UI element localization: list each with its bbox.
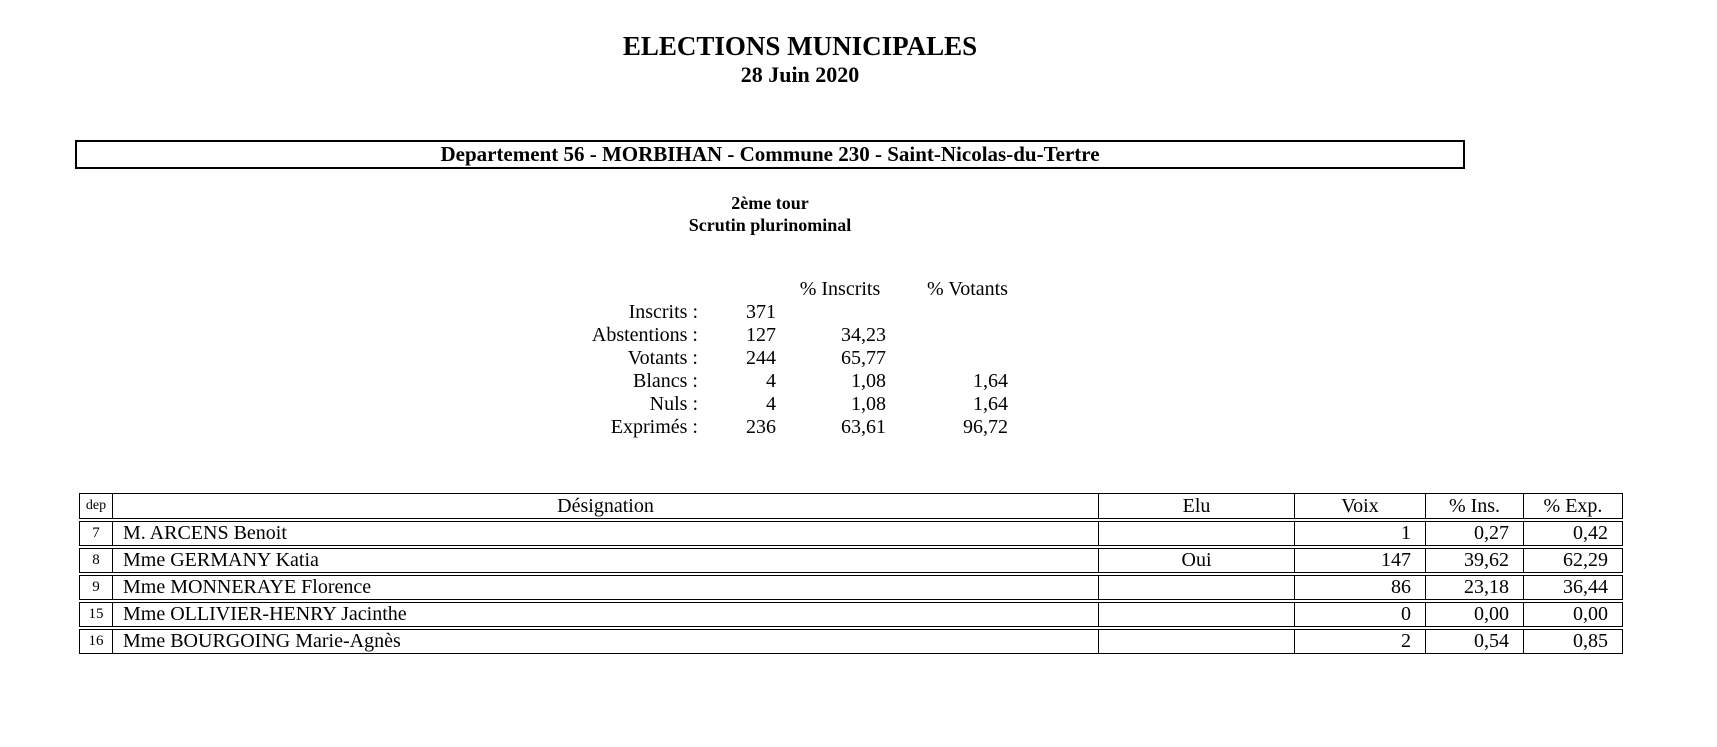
round-scrutin: Scrutin plurinominal [688, 215, 852, 235]
results-header-row [79, 493, 1623, 519]
stat-label: Blancs : [633, 370, 698, 392]
cell-pct-ins: 0,00 [1426, 602, 1524, 627]
cell-elu [1099, 575, 1295, 600]
cell-dep: 8 [79, 548, 113, 573]
document-header [0, 31, 1600, 89]
cell-pct-exp: 36,44 [1524, 575, 1623, 600]
stat-pct-votants [904, 347, 1031, 370]
stats-row-exprimes [488, 416, 1031, 439]
col-header-voix: Voix [1295, 493, 1426, 519]
stat-pct-votants: 1,64 [973, 393, 1008, 415]
table-row [79, 629, 1623, 654]
stat-value: 4 [766, 370, 776, 392]
stats-header-pct-votants: % Votants [927, 278, 1008, 300]
round-tour: 2ème tour [731, 193, 809, 213]
col-header-pct-ins: % Ins. [1426, 493, 1524, 519]
stats-row-inscrits [488, 301, 1031, 324]
results-table [79, 491, 1623, 656]
stat-pct-votants [904, 301, 1031, 324]
cell-dep: 7 [79, 521, 113, 546]
stat-pct-inscrits [776, 301, 904, 324]
cell-elu [1099, 629, 1295, 654]
stats-header-spacer [698, 278, 776, 301]
stat-pct-votants [904, 324, 1031, 347]
stat-label: Exprimés : [610, 416, 698, 438]
page-title: ELECTIONS MUNICIPALES [622, 31, 978, 61]
table-row [79, 602, 1623, 627]
stat-value: 4 [766, 393, 776, 415]
col-header-designation: Désignation [113, 493, 1099, 519]
stat-value: 236 [746, 416, 776, 438]
col-header-elu: Elu [1099, 493, 1295, 519]
cell-pct-exp: 0,00 [1524, 602, 1623, 627]
cell-voix: 0 [1295, 602, 1426, 627]
stats-row-votants [488, 347, 1031, 370]
cell-pct-exp: 0,85 [1524, 629, 1623, 654]
cell-voix: 86 [1295, 575, 1426, 600]
cell-pct-ins: 39,62 [1426, 548, 1524, 573]
cell-dep: 16 [79, 629, 113, 654]
cell-designation: Mme BOURGOING Marie-Agnès [113, 629, 1099, 654]
cell-dep: 9 [79, 575, 113, 600]
stat-value: 244 [746, 347, 776, 369]
stat-pct-inscrits: 1,08 [851, 370, 886, 392]
cell-voix: 2 [1295, 629, 1426, 654]
election-date: 28 Juin 2020 [740, 62, 860, 87]
stat-label: Votants : [627, 347, 698, 369]
stat-label: Abstentions : [591, 324, 698, 346]
stat-label: Nuls : [649, 393, 698, 415]
table-row [79, 521, 1623, 546]
cell-pct-exp: 0,42 [1524, 521, 1623, 546]
cell-elu [1099, 521, 1295, 546]
commune-banner-text: Departement 56 - MORBIHAN - Commune 230 - Saint-Nicolas-du-Tertre [440, 142, 1100, 166]
round-info [0, 192, 1540, 236]
table-row [79, 575, 1623, 600]
cell-pct-ins: 0,54 [1426, 629, 1524, 654]
stats-header-spacer [488, 278, 698, 301]
stat-pct-inscrits: 34,23 [841, 324, 886, 346]
cell-designation: Mme GERMANY Katia [113, 548, 1099, 573]
cell-dep: 15 [79, 602, 113, 627]
cell-designation: Mme MONNERAYE Florence [113, 575, 1099, 600]
cell-pct-exp: 62,29 [1524, 548, 1623, 573]
stats-row-abstentions [488, 324, 1031, 347]
cell-pct-ins: 0,27 [1426, 521, 1524, 546]
cell-elu [1099, 602, 1295, 627]
cell-pct-ins: 23,18 [1426, 575, 1524, 600]
cell-designation: M. ARCENS Benoit [113, 521, 1099, 546]
commune-banner [75, 140, 1465, 169]
stat-pct-inscrits: 1,08 [851, 393, 886, 415]
table-row [79, 548, 1623, 573]
stat-pct-inscrits: 65,77 [841, 347, 886, 369]
stat-pct-inscrits: 63,61 [841, 416, 886, 438]
stat-pct-votants: 96,72 [963, 416, 1008, 438]
stats-row-nuls [488, 393, 1031, 416]
stats-header-row [488, 278, 1031, 301]
cell-designation: Mme OLLIVIER-HENRY Jacinthe [113, 602, 1099, 627]
stat-value: 127 [746, 324, 776, 346]
cell-voix: 1 [1295, 521, 1426, 546]
cell-voix: 147 [1295, 548, 1426, 573]
stat-pct-votants: 1,64 [973, 370, 1008, 392]
stat-value: 371 [746, 301, 776, 323]
col-header-dep: dep [79, 493, 113, 519]
stats-row-blancs [488, 370, 1031, 393]
stats-header-pct-inscrits: % Inscrits [799, 278, 881, 300]
col-header-pct-exp: % Exp. [1524, 493, 1623, 519]
cell-elu: Oui [1099, 548, 1295, 573]
participation-stats [488, 278, 1031, 439]
stat-label: Inscrits : [628, 301, 698, 323]
